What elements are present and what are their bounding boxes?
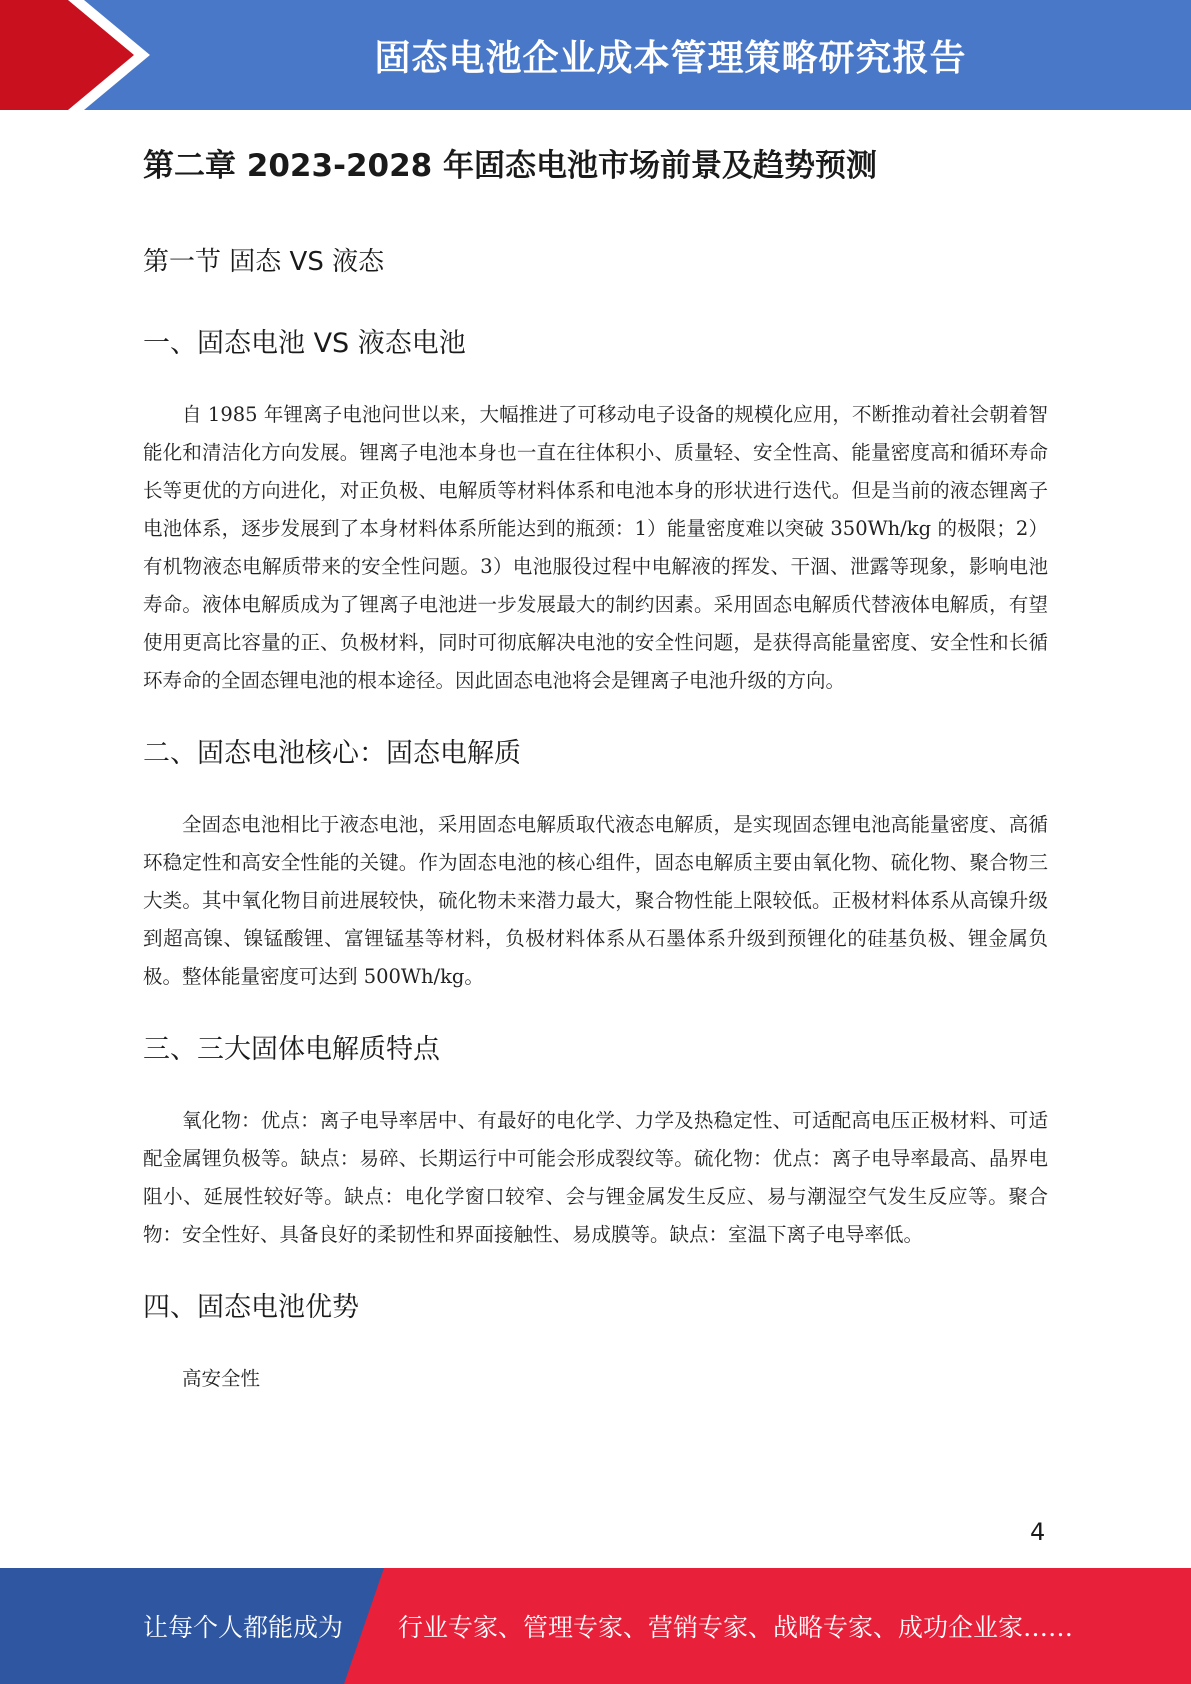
subsection — [143, 1028, 1048, 1254]
paragraph: 全固态电池相比于液态电池，采用固态电解质取代液态电解质，是实现固态锂电池高能量密度、高循环稳定性和高安全性能的关键。作为固态电池的核心组件，固态电解质主要由氧化物、硫化物、聚合物三大类。其中氧化物目前进展较快，硫化物未来潜力最大，聚合物性能上限较低。正极材料体系从高镍升级到超高镍、镍锰酸锂、富锂锰基等材料，负极材料体系从石墨体系升级到预锂化的硅基负极、锂金属负极。整体能量密度可达到 500Wh/kg。 — [143, 813, 1048, 988]
paragraph: 高安全性 — [182, 1367, 261, 1390]
subsection — [143, 322, 1048, 700]
chapter-title: 第二章 2023-2028 年固态电池市场前景及趋势预测 — [143, 148, 878, 184]
footer-slogan-left: 让每个人都能成为 — [143, 1613, 344, 1642]
paragraph: 自 1985 年锂离子电池问世以来，大幅推进了可移动电子设备的规模化应用，不断推动着社会朝着智能化和清洁化方向发展。锂离子电池本身也一直在往体积小、质量轻、安全性高、能量密度高和循环寿命长等更优的方向进化，对正负极、电解质等材料体系和电池本身的形状进行迭代。但是当前的液态锂离子电池体系，逐步发展到了本身材料体系所能达到的瓶颈：1）能量密度难以突破 350Wh/kg 的极限；2）有机物液态电解质带来的安全性问题。3）电池服役过程中电解液的挥发、干涸、泄露等现象，影响电池寿命。液体电解质成为了锂离子电池进一步发展最大的制约因素。采用固态电解质代替液体电解质，有望使用更高比容量的正、负极材料，同时可彻底解决电池的安全性问题，是获得高能量密度、安全性和长循环寿命的全固态锂电池的根本途径。因此固态电池将会是锂离子电池升级的方向。 — [143, 403, 1048, 692]
subsection — [143, 1286, 1048, 1398]
subsection-title: 四、固态电池优势 — [143, 1292, 359, 1323]
footer-banner — [0, 1568, 1191, 1684]
subsection-title: 三、三大固体电解质特点 — [143, 1034, 440, 1065]
section-title: 第一节 固态 VS 液态 — [143, 247, 385, 277]
footer-slogan-right: 行业专家、管理专家、营销专家、战略专家、成功企业家…… — [398, 1613, 1074, 1642]
paragraph: 氧化物：优点：离子电导率居中、有最好的电化学、力学及热稳定性、可适配高电压正极材料、可适配金属锂负极等。缺点：易碎、长期运行中可能会形成裂纹等。硫化物：优点：离子电导率最高、晶界电阻小、延展性较好等。缺点：电化学窗口较窄、会与锂金属发生反应、易与潮湿空气发生反应等。聚合物：安全性好、具备良好的柔韧性和界面接触性、易成膜等。缺点：室温下离子电导率低。 — [143, 1109, 1048, 1246]
header-banner — [0, 0, 1191, 110]
page-content — [143, 130, 1048, 1398]
subsection-title: 二、固态电池核心：固态电解质 — [143, 738, 521, 769]
document-title: 固态电池企业成本管理策略研究报告 — [374, 37, 967, 79]
subsection-title: 一、固态电池 VS 液态电池 — [143, 328, 466, 359]
page-number: 4 — [1030, 1518, 1046, 1546]
subsection — [143, 732, 1048, 996]
